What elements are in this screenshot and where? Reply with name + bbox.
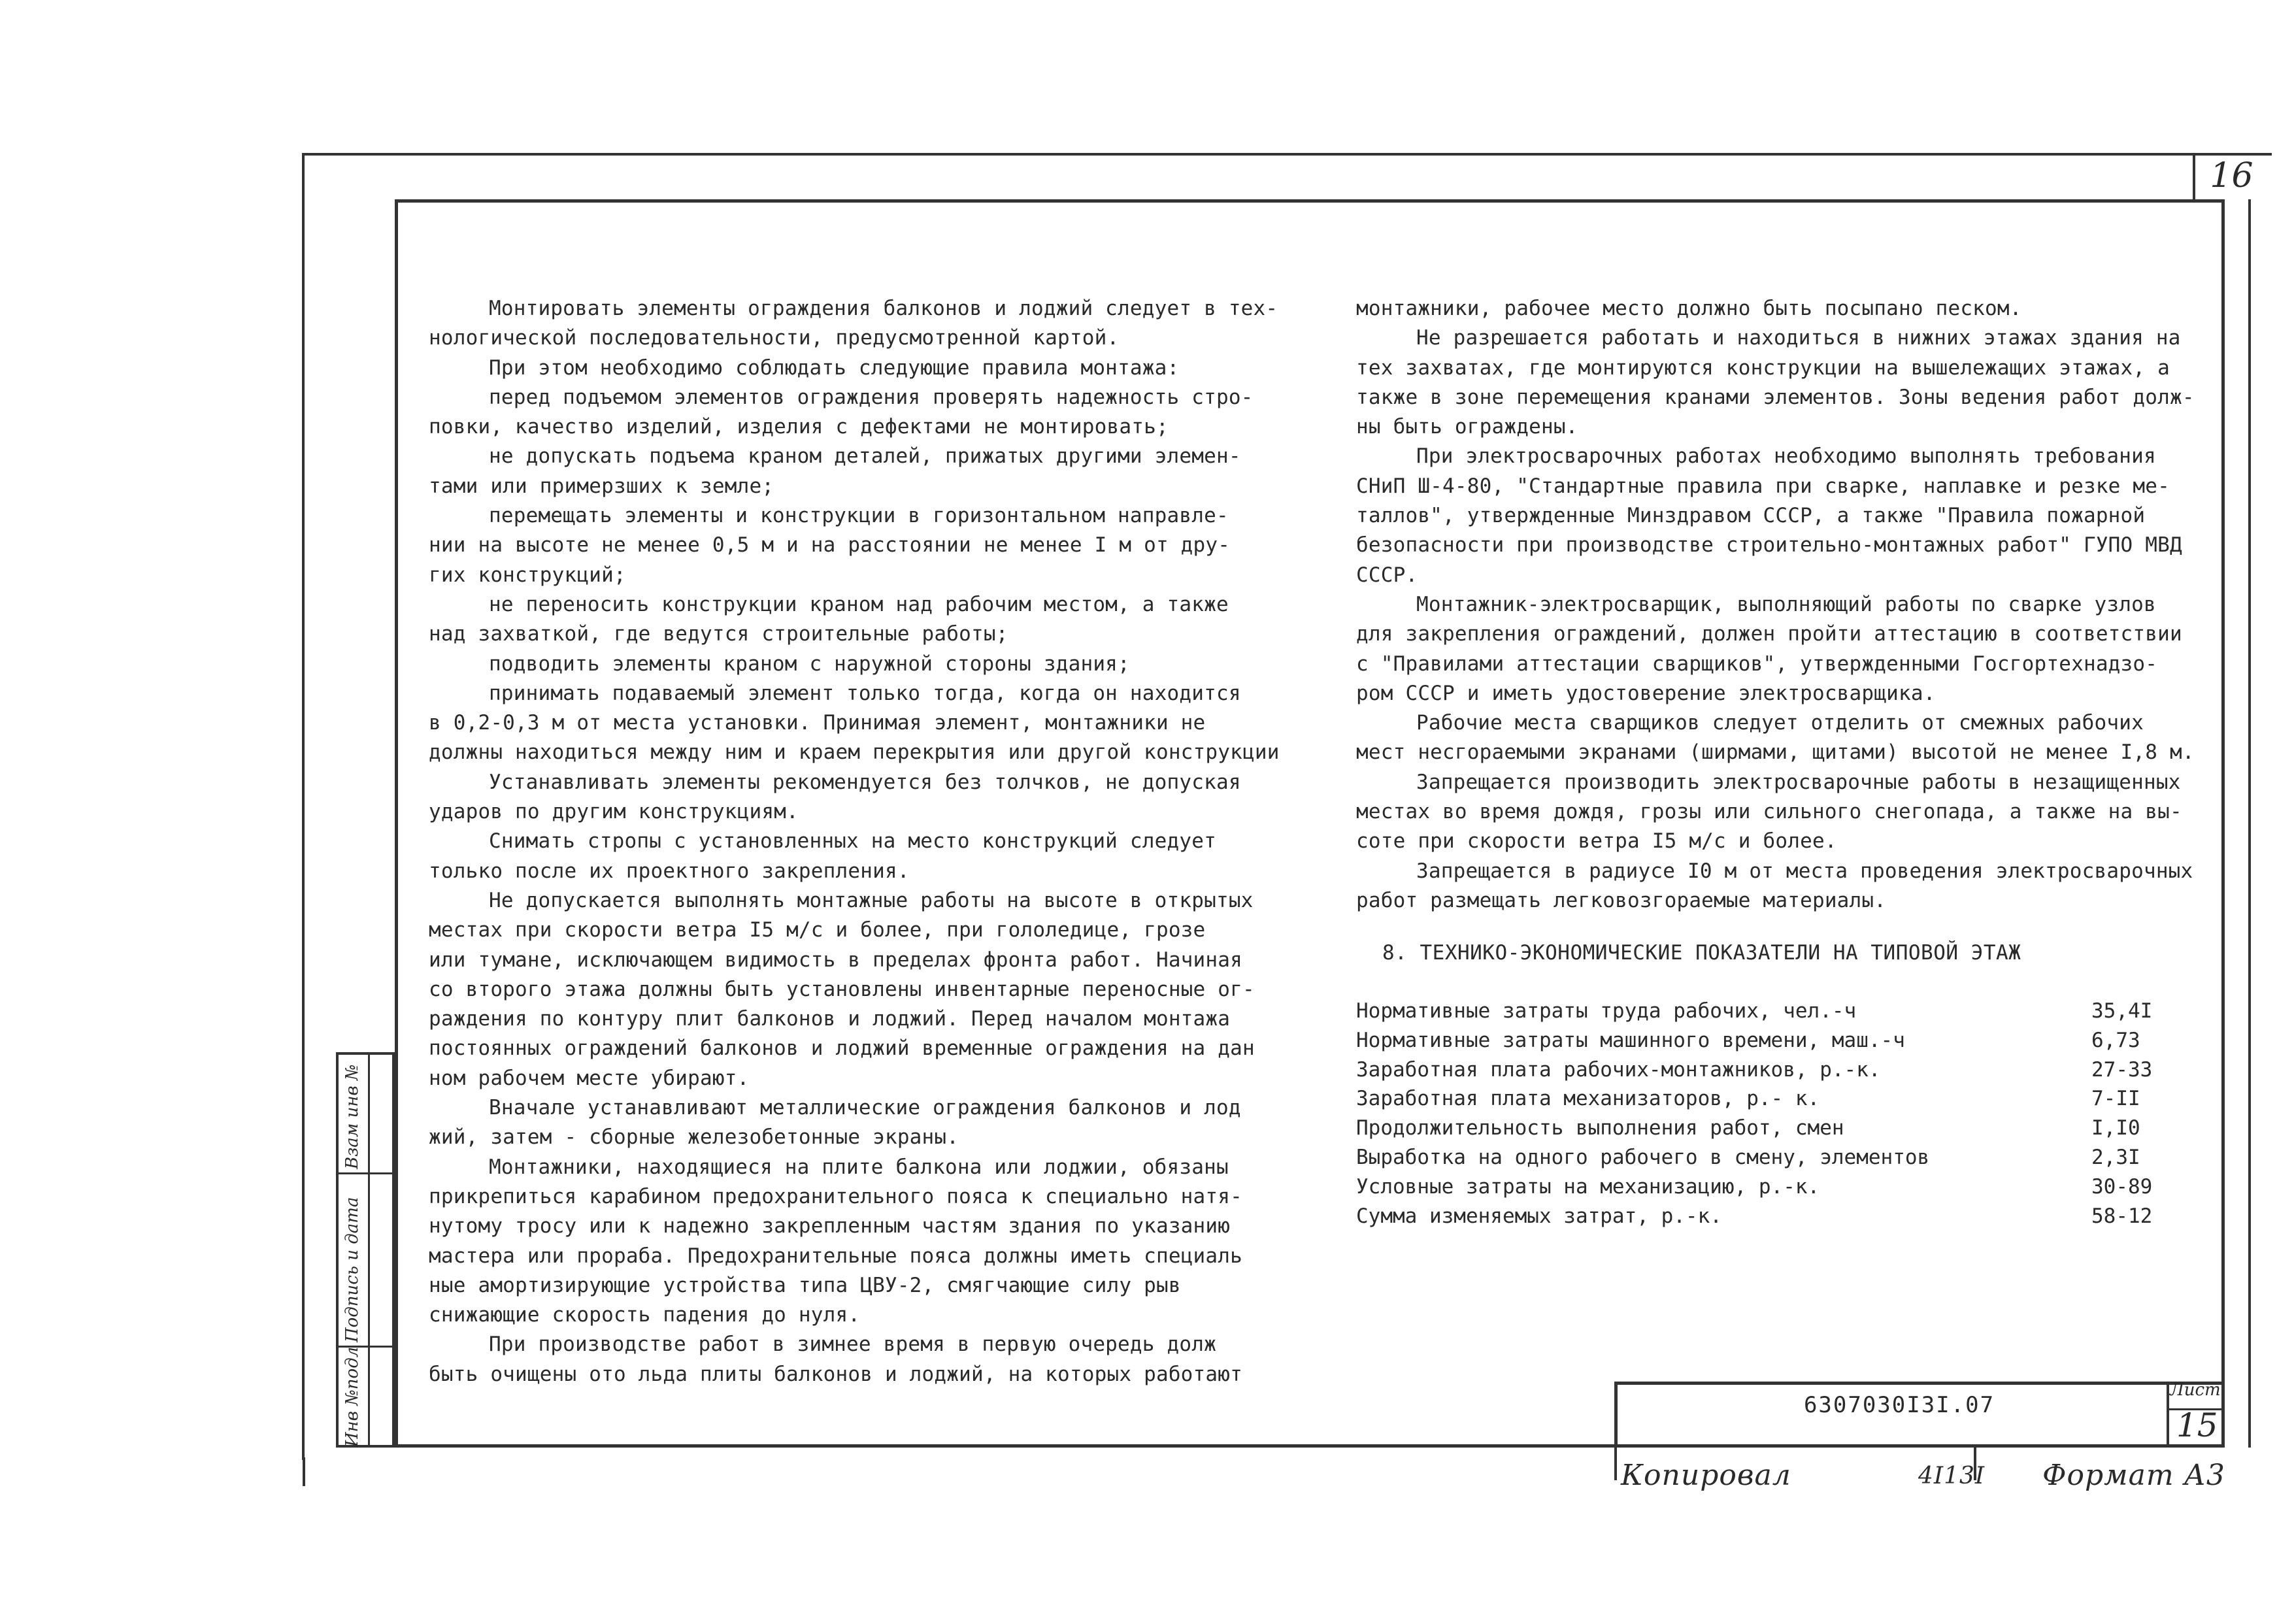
text-line: безопасности при производстве строительно-монтажных работ" ГУПО МВД	[1356, 533, 2182, 557]
frame-tick-left	[303, 1457, 305, 1486]
indicator-row	[1356, 1172, 2160, 1202]
indicator-value: 2,3I	[2091, 1145, 2140, 1169]
text-line: снижающие скорость падения до нуля.	[429, 1303, 861, 1327]
text-line: Монтажник-электросварщик, выполняющий работы по сварке узлов	[1416, 592, 2156, 616]
frame-tick-mid	[1614, 1448, 1617, 1480]
text-line: Устанавливать элементы рекомендуется без толчков, не допуская	[489, 770, 1241, 794]
footer-order-no: 4I13I	[1918, 1463, 1986, 1489]
indicator-row	[1356, 1114, 2160, 1143]
text-line: ударов по другим конструкциям.	[429, 800, 799, 824]
indicator-row	[1356, 1143, 2160, 1172]
indicator-label: Выработка на одного рабочего в смену, элементов	[1356, 1145, 1930, 1169]
text-line: с "Правилами аттестации сварщиков", утвержденными Госгортехнадзо-	[1356, 652, 2158, 676]
indicator-label: Условные затраты на механизацию, р.-к.	[1356, 1174, 1820, 1199]
text-line: нутому тросу или к надежно закрепленным частям здания по указанию	[429, 1214, 1231, 1238]
text-line: жий, затем - сборные железобетонные экраны.	[429, 1125, 959, 1150]
indicator-label: Сумма изменяемых затрат, р.-к.	[1356, 1204, 1722, 1228]
text-line: над захваткой, где ведутся строительные работы;	[429, 622, 1008, 646]
text-line: При производстве работ в зимнее время в первую очередь долж	[489, 1333, 1216, 1357]
indicator-label: Заработная плата рабочих-монтажников, р.-к.	[1356, 1057, 1881, 1082]
text-line: мест несгораемыми экранами (ширмами, щитами) высотой не менее I,8 м.	[1356, 740, 2195, 765]
text-line: нии на высоте не менее 0,5 м и на расстоянии не менее I м от дру-	[429, 533, 1231, 557]
text-line: только после их проектного закрепления.	[429, 859, 910, 883]
side-inv-orig: Инв №подл	[342, 1346, 362, 1447]
text-line: Вначале устанавливают металлические ограждения балконов и лод	[489, 1096, 1241, 1120]
document-code: 6307030I3I.07	[1803, 1392, 1995, 1418]
text-line: повки, качество изделий, изделия с дефектами не монтировать;	[429, 415, 1169, 439]
text-line: таллов", утвержденные Минздравом СССР, а также "Правила пожарной	[1356, 504, 2146, 528]
text-line: ном рабочем месте убирают.	[429, 1066, 750, 1090]
text-line: гих конструкций;	[429, 563, 626, 587]
indicator-label: Заработная плата механизаторов, р.- к.	[1356, 1087, 1820, 1111]
text-line: Снимать стропы с установленных на место конструкций следует	[489, 829, 1216, 853]
text-line: Монтажники, находящиеся на плите балкона или лоджии, обязаны	[489, 1155, 1229, 1179]
indicator-value: 27-33	[2091, 1057, 2153, 1082]
text-line: в 0,2-0,3 м от места установки. Принимая элемент, монтажники не	[429, 711, 1206, 735]
indicator-value: 35,4I	[2091, 999, 2153, 1023]
text-line: ные амортизирующие устройства типа ЦВУ-2, смягчающие силу рыв	[429, 1273, 1181, 1297]
indicators-table	[1356, 997, 2160, 1231]
text-line: подводить элементы краном с наружной стороны здания;	[489, 652, 1130, 676]
text-line: При этом необходимо соблюдать следующие правила монтажа:	[489, 356, 1180, 380]
text-line: При электросварочных работах необходимо выполнять требования	[1416, 444, 2156, 469]
footer-copied: Копировал	[1621, 1459, 1791, 1492]
text-line: Запрещается производить электросварочные работы в незащищенных	[1416, 770, 2181, 794]
text-line: для закрепления ограждений, должен пройти аттестацию в соответствии	[1356, 622, 2182, 646]
text-line: Монтировать элементы ограждения балконов и лоджий следует в тех-	[489, 297, 1278, 320]
text-line: ны быть ограждены.	[1356, 415, 1578, 439]
indicator-row	[1356, 1026, 2160, 1055]
text-line: прикрепиться карабином предохранительного пояса к специально натя-	[429, 1184, 1242, 1208]
text-line: местах при скорости ветра I5 м/с и более, при гололедице, грозе	[429, 918, 1206, 942]
text-line: раждения по контуру плит балконов и лоджий. Перед началом монтажа	[429, 1007, 1231, 1031]
indicator-row	[1356, 1084, 2160, 1114]
right-text-column	[1356, 294, 2199, 916]
text-line: не допускать подъема краном деталей, прижатых другими элемен-	[489, 444, 1241, 469]
text-line: местах во время дождя, грозы или сильного снегопада, а также на вы-	[1356, 800, 2182, 824]
side-vzam-inv: Взам инв №	[342, 1064, 362, 1169]
section-title: 8. ТЕХНИКО-ЭКОНОМИЧЕСКИЕ ПОКАЗАТЕЛИ НА ТИПОВОЙ ЭТАЖ	[1382, 941, 2021, 965]
text-line: соте при скорости ветра I5 м/с и более.	[1356, 829, 1837, 853]
text-line: принимать подаваемый элемент только тогда, когда он находится	[489, 681, 1241, 705]
indicator-value: I,I0	[2091, 1116, 2140, 1140]
indicator-row	[1356, 997, 2160, 1026]
text-line: также в зоне перемещения кранами элементов. Зоны ведения работ долж-	[1356, 385, 2195, 409]
text-line: мастера или прораба. Предохранительные пояса должны иметь специаль	[429, 1244, 1242, 1268]
text-line: монтажники, рабочее место должно быть посыпано песком.	[1356, 297, 2022, 320]
indicator-row	[1356, 1055, 2160, 1085]
sheet-number: 15	[2176, 1406, 2218, 1444]
text-line: или тумане, исключающем видимость в пределах фронта работ. Начиная	[429, 948, 1242, 972]
indicator-value: 7-II	[2091, 1087, 2140, 1111]
text-line: Не допускается выполнять монтажные работы на высоте в открытых	[489, 888, 1254, 912]
text-line: СССР.	[1356, 563, 1418, 587]
indicator-value: 6,73	[2091, 1028, 2140, 1052]
indicator-label: Нормативные затраты труда рабочих, чел.-ч	[1356, 999, 1857, 1023]
frame-right-strip	[2225, 199, 2251, 1448]
text-line: СНиП Ш-4-80, "Стандартные правила при сварке, наплавке и резке ме-	[1356, 474, 2170, 498]
text-line: Не разрешается работать и находиться в нижних этажах здания на	[1416, 326, 2181, 350]
indicator-row	[1356, 1202, 2160, 1231]
side-sign-date: Подпись и дата	[342, 1197, 362, 1342]
text-line: постоянных ограждений балконов и лоджий временные ограждения на дан	[429, 1036, 1255, 1061]
indicator-value: 30-89	[2091, 1174, 2153, 1199]
sheet-label: Лист	[2170, 1380, 2221, 1400]
left-text-column	[429, 294, 1280, 1389]
indicator-value: 58-12	[2091, 1204, 2153, 1228]
top-sheet-number: 16	[2193, 153, 2268, 199]
text-line: нологической последовательности, предусмотренной картой.	[429, 326, 1120, 350]
text-line: тами или примерзших к земле;	[429, 474, 774, 498]
text-line: перед подъемом элементов ограждения проверять надежность стро-	[489, 385, 1254, 409]
side-approval-stamp	[336, 1052, 395, 1448]
text-line: должны находиться между ним и краем перекрытия или другой конструкции	[429, 740, 1280, 765]
indicator-label: Нормативные затраты машинного времени, маш.-ч	[1356, 1028, 1905, 1052]
text-line: Запрещается в радиусе I0 м от места проведения электросварочных	[1416, 859, 2193, 883]
text-line: перемещать элементы и конструкции в горизонтальном направле-	[489, 504, 1229, 528]
text-line: ром СССР и иметь удостоверение электросварщика.	[1356, 681, 1936, 705]
text-line: Рабочие места сварщиков следует отделить от смежных рабочих	[1416, 711, 2144, 735]
text-line: работ размещать легковозгораемые материалы.	[1356, 888, 1887, 912]
text-line: тех захватах, где монтируются конструкции на вышележащих этажах, а	[1356, 356, 2170, 380]
text-line: быть очищены ото льда плиты балконов и лоджий, на которых работают	[429, 1362, 1242, 1386]
text-line: со второго этажа должны быть установлены инвентарные переносные ог-	[429, 977, 1255, 1001]
footer-format: Формат А3	[2042, 1459, 2225, 1492]
indicator-label: Продолжительность выполнения работ, смен	[1356, 1116, 1844, 1140]
text-line: не переносить конструкции краном над рабочим местом, а также	[489, 592, 1229, 616]
